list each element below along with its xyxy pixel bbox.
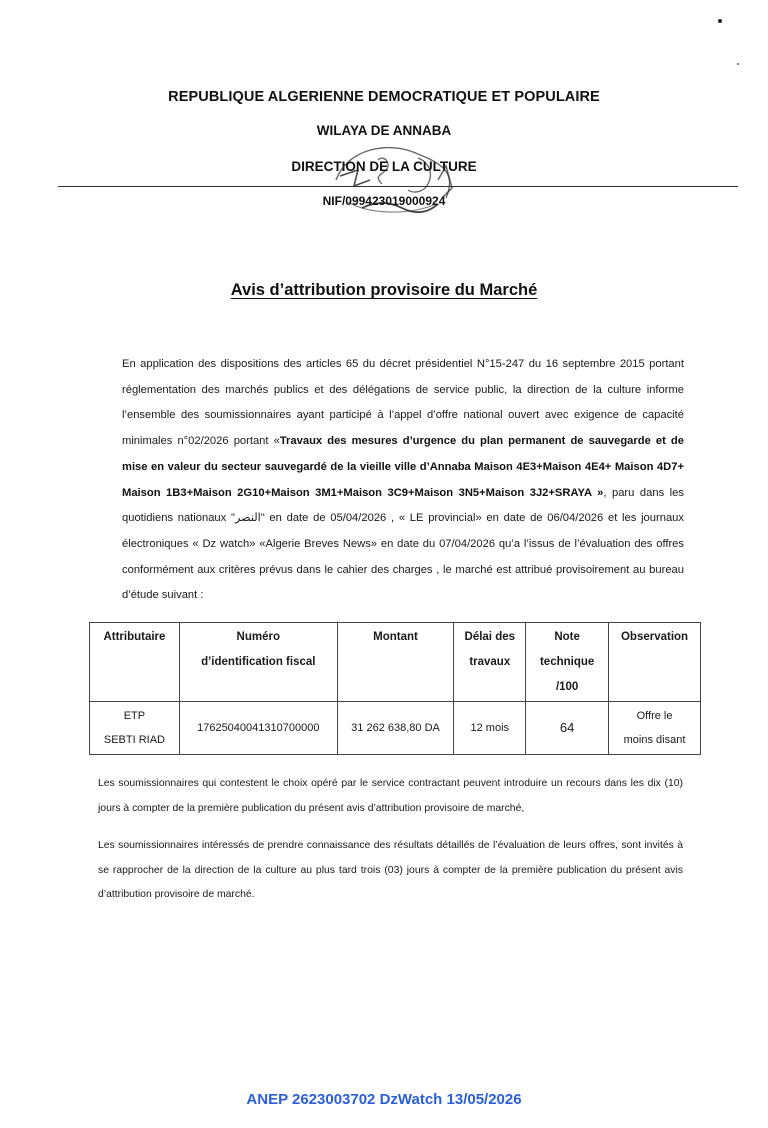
col-header-note: Note technique /100 xyxy=(526,623,609,702)
col-header-delai: Délai des travaux xyxy=(454,623,526,702)
paragraph-project-title: Travaux des mesures d’urgence du plan permanent de sauvegarde et de mise en valeur du secteur sauvegardé de la vieille ville d’Annaba Maison 4E3+Maison 4E4+ Maison 4D7+ Maison 1B3+Maison 2G10+Maison 3M1+Maison 3C9+Maison 3N5+Maison 3J2+SRAYA » xyxy=(122,435,684,499)
notice-paragraph xyxy=(122,352,684,609)
table-row xyxy=(90,702,701,755)
cell-montant: 31 262 638,80 DA xyxy=(337,702,454,755)
col-header-attributaire: Attributaire xyxy=(90,623,180,702)
table-header-row xyxy=(90,623,701,702)
header-republic: REPUBLIQUE ALGERIENNE DEMOCRATIQUE ET POPULAIRE xyxy=(168,89,600,105)
cell-note: 64 xyxy=(526,702,609,755)
stamp-signature-icon xyxy=(318,140,468,220)
header-nif: NIF/099423019000924 xyxy=(322,194,446,208)
col-header-montant: Montant xyxy=(337,623,454,702)
paragraph-continuation: , paru dans les quotidiens nationaux "النصر" en date de 05/04/2026 , « LE provincial» en date de 06/04/2026 et les journaux électroniques « Dz watch» «Algerie Breves News» en date du 07/04/2026 qu’a l’issus de l’évaluation des offres conformément aux critères prévus dans le cahier des charges , le marché est attribué provisoirement au bureau d’étude suivant : xyxy=(122,486,684,602)
recourse-paragraph: Les soumissionnaires qui contestent le choix opéré par le service contractant peuvent introduire un recours dans les dix (10) jours à compter de la première publication du présent avis d’attribution provisoire de marché, xyxy=(98,778,683,814)
col-header-observation: Observation xyxy=(609,623,701,702)
header-wilaya: WILAYA DE ANNABA xyxy=(316,123,452,138)
notice-title: Avis d’attribution provisoire du Marché xyxy=(230,281,538,299)
results-paragraph: Les soumissionnaires intéressés de prendre connaissance des résultats détaillés de l’évaluation de leurs offres, sont invités à se rapprocher de la direction de la culture au plus tard trois (03) jours à compter de la première publication du présent avis d’attribution provisoire de marché. xyxy=(98,840,683,900)
cell-delai: 12 mois xyxy=(454,702,526,755)
header-direction: DIRECTION DE LA CULTURE xyxy=(291,159,477,174)
cell-nif: 17625040041310700000 xyxy=(179,702,337,755)
cell-observation: Offre le moins disant xyxy=(609,702,701,755)
scan-dot xyxy=(718,19,722,23)
publication-footer: ANEP 2623003702 DzWatch 13/05/2026 xyxy=(246,1091,522,1108)
cell-attributaire: ETP SEBTI RIAD xyxy=(90,702,180,755)
scan-dot-small xyxy=(737,63,739,65)
col-header-numero: Numéro d’identification fiscal xyxy=(179,623,337,702)
attribution-table xyxy=(89,622,701,755)
paragraph-intro: En application des dispositions des articles 65 du décret présidentiel N°15-247 du 16 septembre 2015 portant réglementation des marchés publics et des délégations de service public, la direction de la culture informe l’ensemble des soumissionnaires ayant participé à l’appel d’offre national ouvert avec exigence de capacité minimales n°02/2026 portant « xyxy=(122,358,684,448)
